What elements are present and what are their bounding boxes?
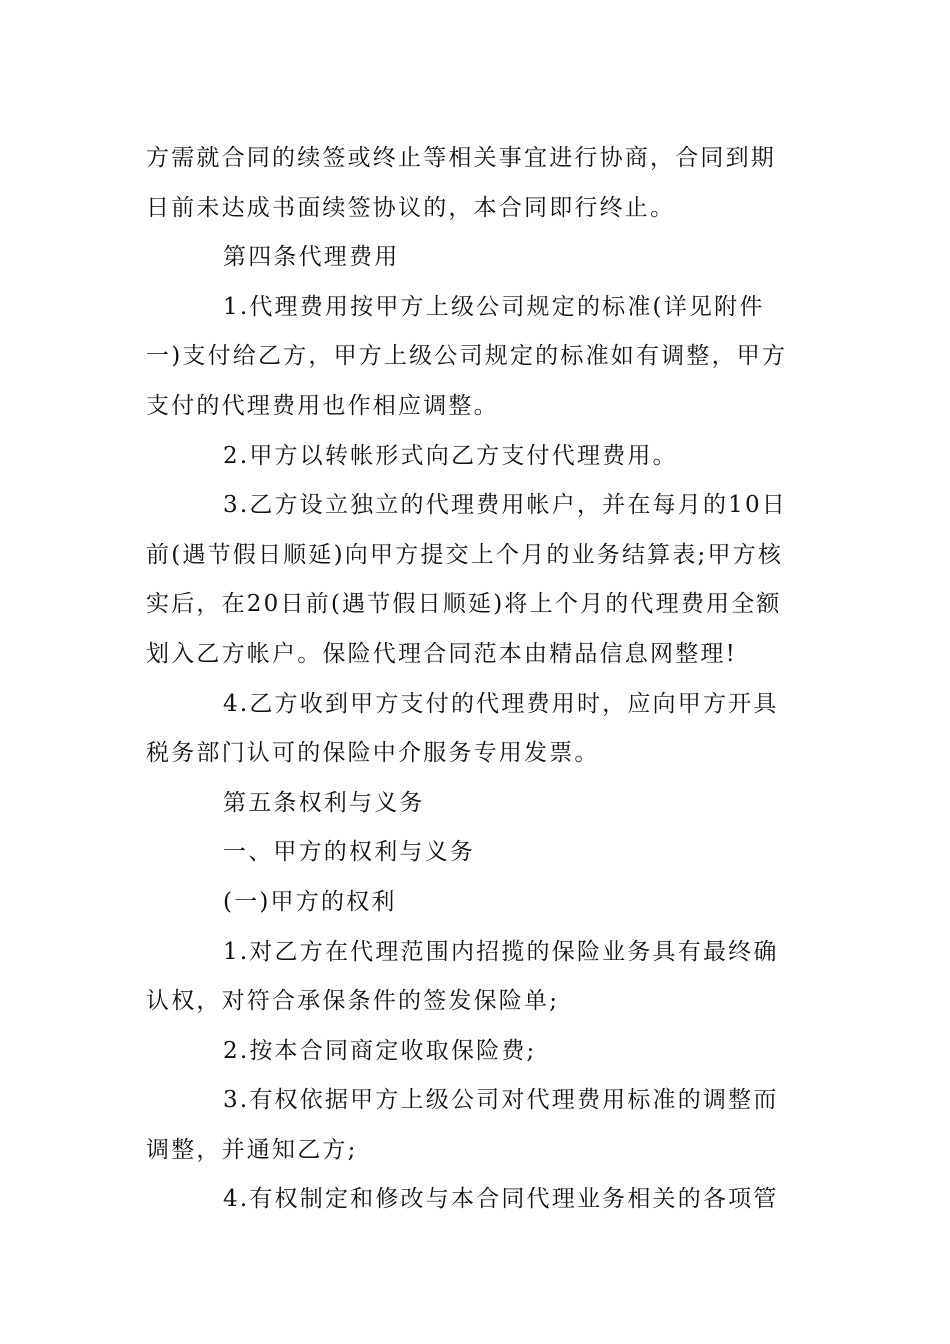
text-line: 3.乙方设立独立的代理费用帐户，并在每月的10日	[223, 492, 788, 519]
text-line: 税务部门认可的保险中介服务专用发票。	[146, 740, 600, 767]
text-line: 2.按本合同商定收取保险费;	[223, 1037, 537, 1064]
text-line: 日前未达成书面续签协议的，本合同即行终止。	[146, 194, 676, 221]
section-heading: 第四条代理费用	[223, 244, 400, 271]
section-heading: 第五条权利与义务	[223, 789, 425, 816]
text-line: 实后，在20日前(遇节假日顺延)将上个月的代理费用全额	[146, 591, 782, 618]
subsection-heading: (一)甲方的权利	[223, 888, 397, 915]
text-line: 一)支付给乙方，甲方上级公司规定的标准如有调整，甲方	[146, 343, 788, 370]
text-line: 4.乙方收到甲方支付的代理费用时，应向甲方开具	[223, 690, 779, 717]
text-line: 2.甲方以转帐形式向乙方支付代理费用。	[223, 442, 678, 469]
text-line: 划入乙方帐户。保险代理合同范本由精品信息网整理!	[146, 640, 738, 667]
text-line: 4.有权制定和修改与本合同代理业务相关的各项管	[223, 1186, 779, 1213]
subsection-heading: 一、甲方的权利与义务	[223, 839, 475, 866]
text-line: 认权，对符合承保条件的签发保险单;	[146, 988, 560, 1015]
text-line: 1.代理费用按甲方上级公司规定的标准(详见附件	[223, 293, 765, 320]
document-body	[146, 134, 806, 1225]
text-line: 前(遇节假日顺延)向甲方提交上个月的业务结算表;甲方核	[146, 541, 784, 568]
text-line: 3.有权依据甲方上级公司对代理费用标准的调整而	[223, 1087, 779, 1114]
text-line: 支付的代理费用也作相应调整。	[146, 392, 499, 419]
text-line: 调整，并通知乙方;	[146, 1136, 358, 1163]
text-line: 方需就合同的续签或终止等相关事宜进行协商，合同到期	[146, 145, 776, 171]
text-line: 1.对乙方在代理范围内招揽的保险业务具有最终确	[223, 938, 779, 965]
